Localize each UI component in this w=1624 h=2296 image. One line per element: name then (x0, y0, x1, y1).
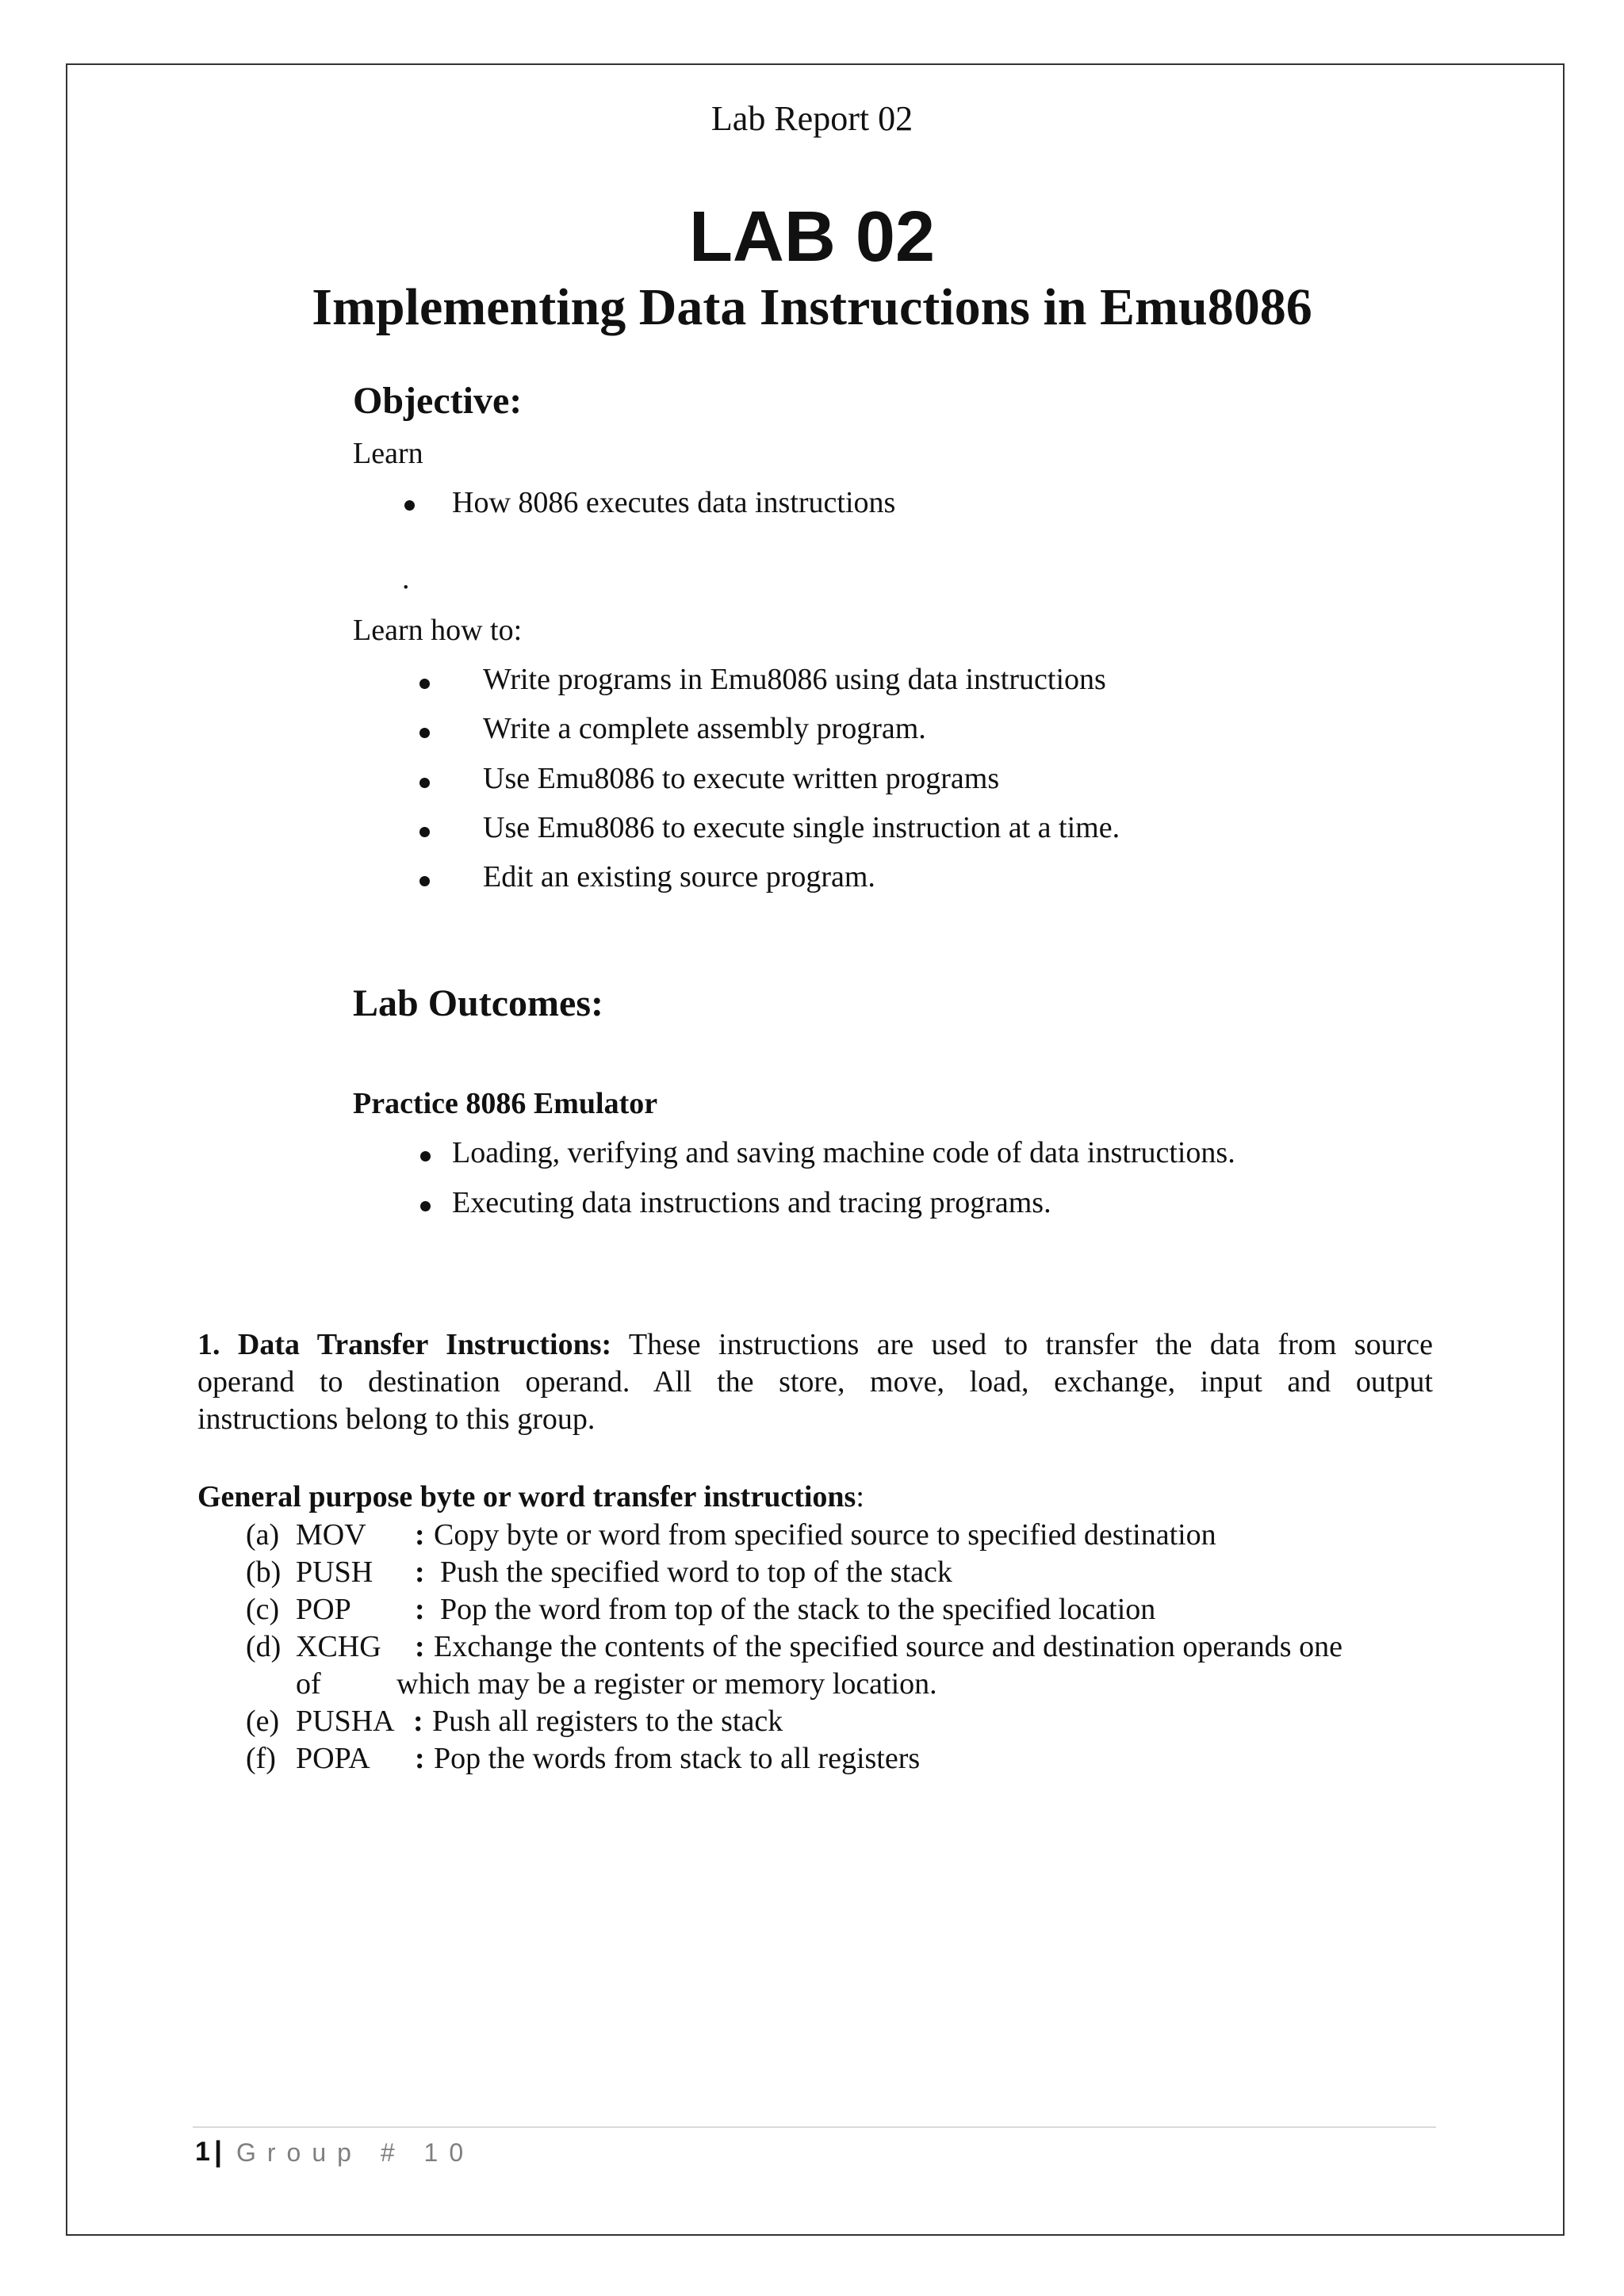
instruction-desc: Push the specified word to top of the stack (440, 1556, 952, 1589)
instruction-desc: Pop the words from stack to all registers (434, 1742, 921, 1775)
instruction-mnemonic: XCHG (296, 1630, 381, 1663)
instruction-marker: (b) (246, 1556, 282, 1589)
footer-group-label: Group # 10 (236, 2138, 475, 2167)
learn-item: How 8086 executes data instructions (452, 486, 896, 519)
bullet-icon (419, 728, 430, 738)
instruction-mnemonic: PUSHA (296, 1705, 395, 1738)
instruction-colon: : (415, 1556, 425, 1589)
instruction-mnemonic: MOV (296, 1518, 366, 1552)
learn-label: Learn (353, 437, 423, 470)
bullet-icon (420, 1201, 431, 1211)
instruction-mnemonic: PUSH (296, 1556, 373, 1589)
paragraph-line: These instructions are used to transfer the data from source (628, 1328, 1433, 1361)
instruction-desc: Copy byte or word from specified source to specified destination (434, 1518, 1216, 1552)
lab-subtitle: Implementing Data Instructions in Emu8086 (312, 278, 1312, 336)
general-purpose-label: General purpose byte or word transfer instructions: (197, 1480, 864, 1513)
how-item: Write a complete assembly program. (483, 712, 926, 745)
outcome-item: Loading, verifying and saving machine code of data instructions. (452, 1136, 1235, 1169)
footer-divider (193, 2126, 1436, 2128)
lab-number-title: LAB 02 (688, 197, 936, 277)
bullet-icon (419, 876, 430, 886)
report-header: Lab Report 02 (710, 99, 914, 138)
data-transfer-paragraph (197, 1326, 1433, 1438)
instruction-desc-continued: of (296, 1667, 321, 1701)
instruction-desc: Push all registers to the stack (432, 1705, 783, 1738)
instruction-mnemonic: POPA (296, 1742, 370, 1775)
bullet-icon (420, 1151, 431, 1161)
paragraph-line: operand to destination operand. All the store, move, load, exchange, input and output (197, 1365, 1433, 1399)
how-item: Edit an existing source program. (483, 860, 875, 894)
instruction-desc: Exchange the contents of the specified source and destination operands one (434, 1630, 1342, 1663)
instruction-mnemonic: POP (296, 1593, 351, 1626)
instruction-colon: : (415, 1742, 425, 1775)
instruction-marker: (c) (246, 1593, 280, 1626)
how-item: Write programs in Emu8086 using data instructions (483, 663, 1106, 696)
stray-dot: . (402, 562, 410, 595)
objective-heading: Objective: (353, 380, 523, 422)
instruction-row: (a) (246, 1518, 280, 1552)
footer-separator: | (214, 2135, 223, 2168)
instruction-colon: : (415, 1593, 425, 1626)
outcome-item: Executing data instructions and tracing programs. (452, 1186, 1051, 1219)
instruction-colon: : (415, 1518, 425, 1552)
section-label: 1. Data Transfer Instructions: (197, 1328, 612, 1361)
instruction-desc: Pop the word from top of the stack to the specified location (440, 1593, 1156, 1626)
bullet-icon (419, 679, 430, 689)
how-item: Use Emu8086 to execute single instruction at a time. (483, 811, 1120, 844)
instruction-marker: (f) (246, 1742, 276, 1775)
bullet-icon (419, 778, 430, 788)
page-number: 1 (195, 2137, 210, 2167)
bullet-icon (419, 827, 430, 837)
instruction-marker: (e) (246, 1705, 280, 1738)
outcomes-subheading: Practice 8086 Emulator (353, 1087, 658, 1120)
instruction-desc-continued: which may be a register or memory location. (396, 1667, 937, 1701)
how-item: Use Emu8086 to execute written programs (483, 762, 1000, 795)
bullet-icon (404, 500, 415, 511)
outcomes-heading: Lab Outcomes: (353, 982, 603, 1024)
instruction-colon: : (413, 1705, 423, 1738)
paragraph-line: instructions belong to this group. (197, 1402, 596, 1436)
instruction-colon: : (415, 1630, 425, 1663)
instruction-marker: (d) (246, 1630, 282, 1663)
learn-how-label: Learn how to: (353, 614, 523, 647)
